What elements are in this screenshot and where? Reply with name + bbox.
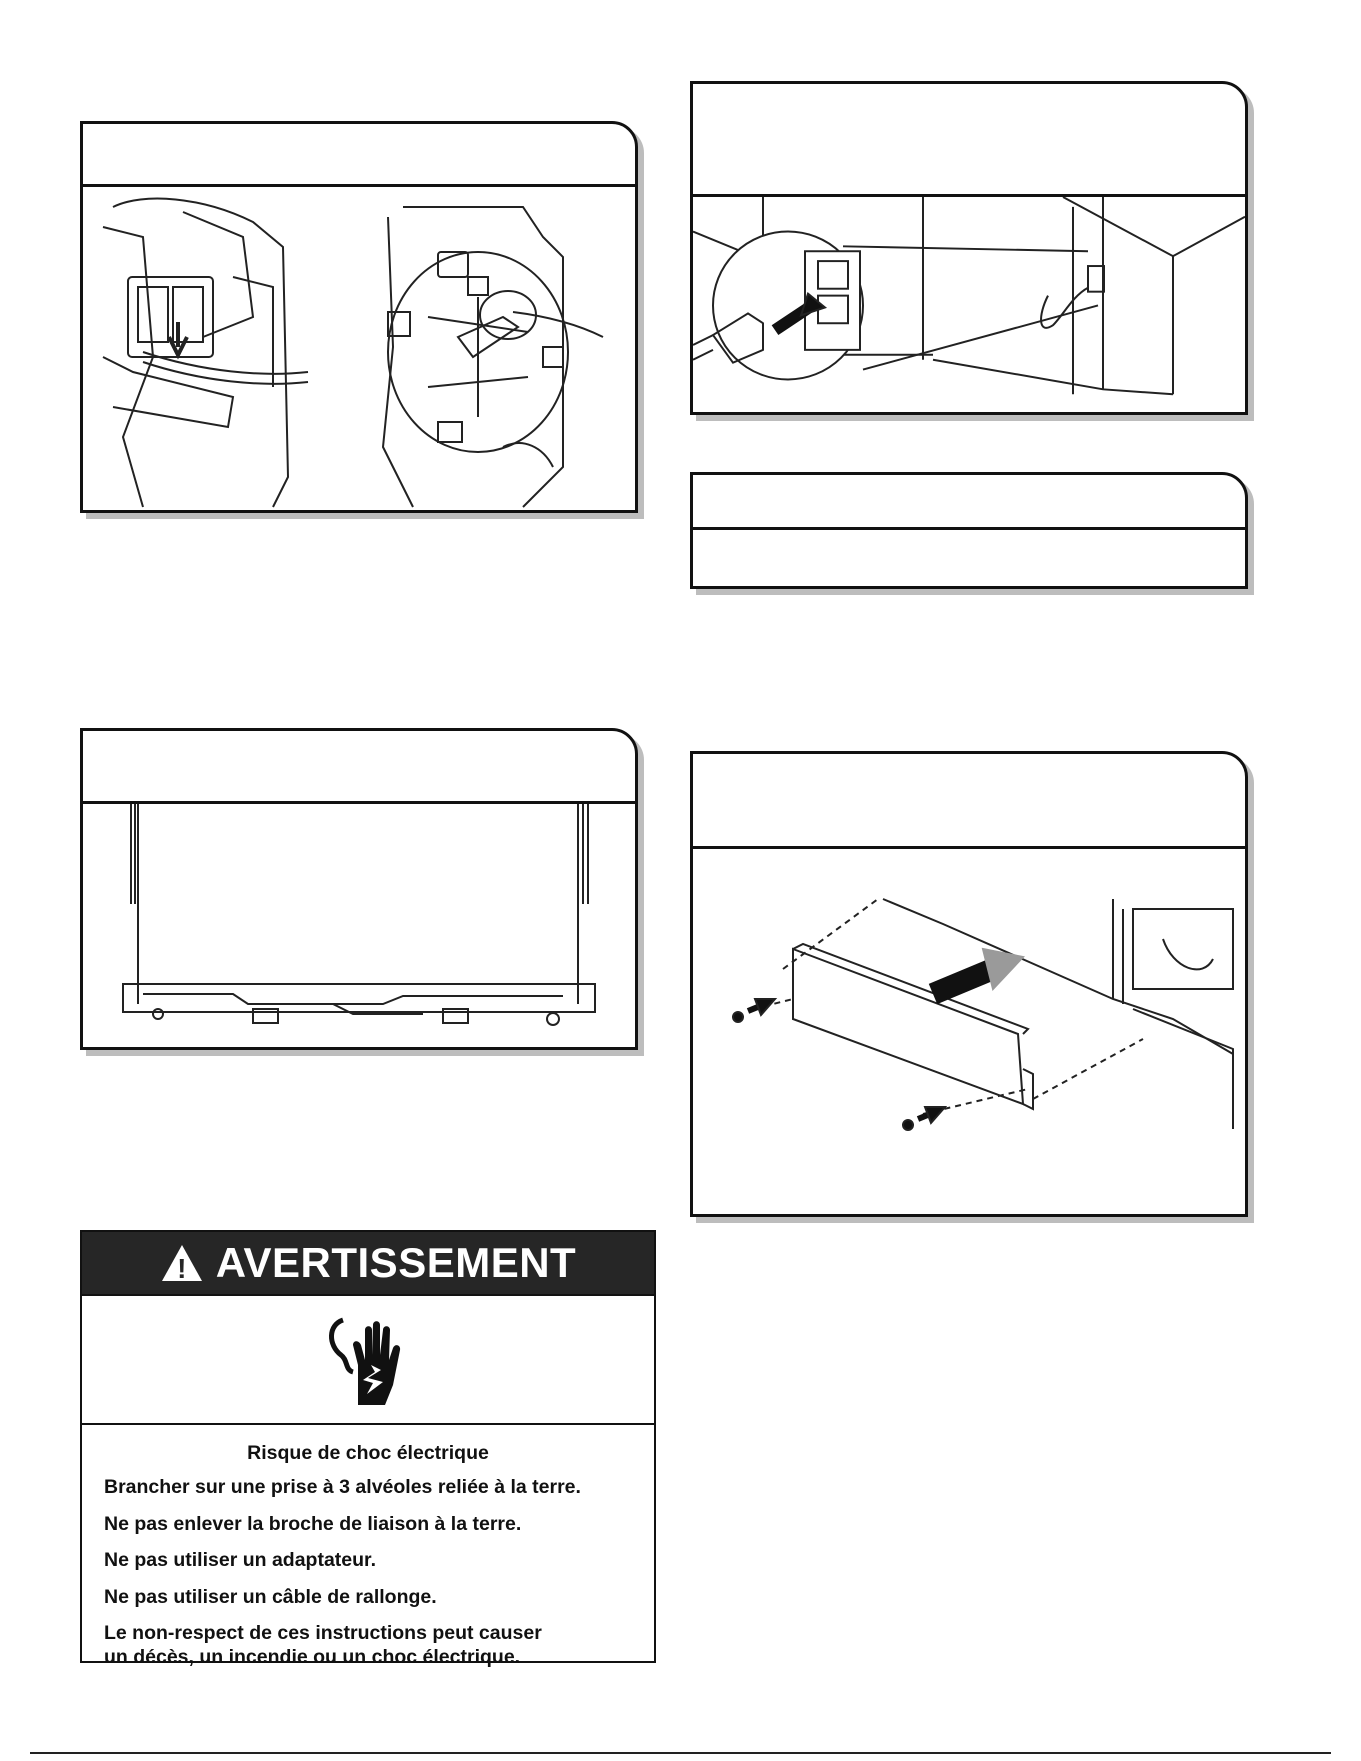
step-panel-header <box>693 84 1245 197</box>
step-panel-toe-kick <box>690 751 1248 1217</box>
warning-line: Ne pas enlever la broche de liaison à la terre. <box>104 1512 522 1535</box>
step-panel-header <box>83 731 635 804</box>
warning-text <box>82 1425 654 1670</box>
step-panel-header <box>693 475 1245 530</box>
step-panel-header <box>83 124 635 187</box>
warning-title-bar <box>82 1232 654 1294</box>
warning-line: Brancher sur une prise à 3 alvéoles reliée à la terre. <box>104 1476 581 1499</box>
toe-kick-illustration <box>693 849 1245 1214</box>
warning-consequence: Le non-respect de ces instructions peut causer un décès, un incendie ou un choc électrique. <box>104 1621 542 1669</box>
warning-triangle-icon <box>160 1243 204 1283</box>
step-panel-dishwasher-front <box>80 728 638 1050</box>
connector-illustration <box>83 187 635 510</box>
warning-line: Ne pas utiliser un adaptateur. <box>104 1549 376 1572</box>
warning-subtitle: Risque de choc électrique <box>247 1442 489 1464</box>
warning-box <box>80 1230 656 1669</box>
dishwasher-illustration <box>83 804 635 1047</box>
outlet-illustration <box>693 197 1245 412</box>
warning-line: Ne pas utiliser un câble de rallonge. <box>104 1585 437 1608</box>
warning-title: AVERTISSEMENT <box>215 1239 577 1286</box>
electric-shock-hand-icon <box>82 1294 654 1425</box>
step-panel-plug-in <box>690 81 1248 415</box>
svg-text:!: ! <box>176 1253 187 1283</box>
step-panel-note <box>690 472 1248 589</box>
step-panel-connector <box>80 121 638 513</box>
footer-rule <box>30 1752 1331 1754</box>
step-panel-header <box>693 754 1245 849</box>
